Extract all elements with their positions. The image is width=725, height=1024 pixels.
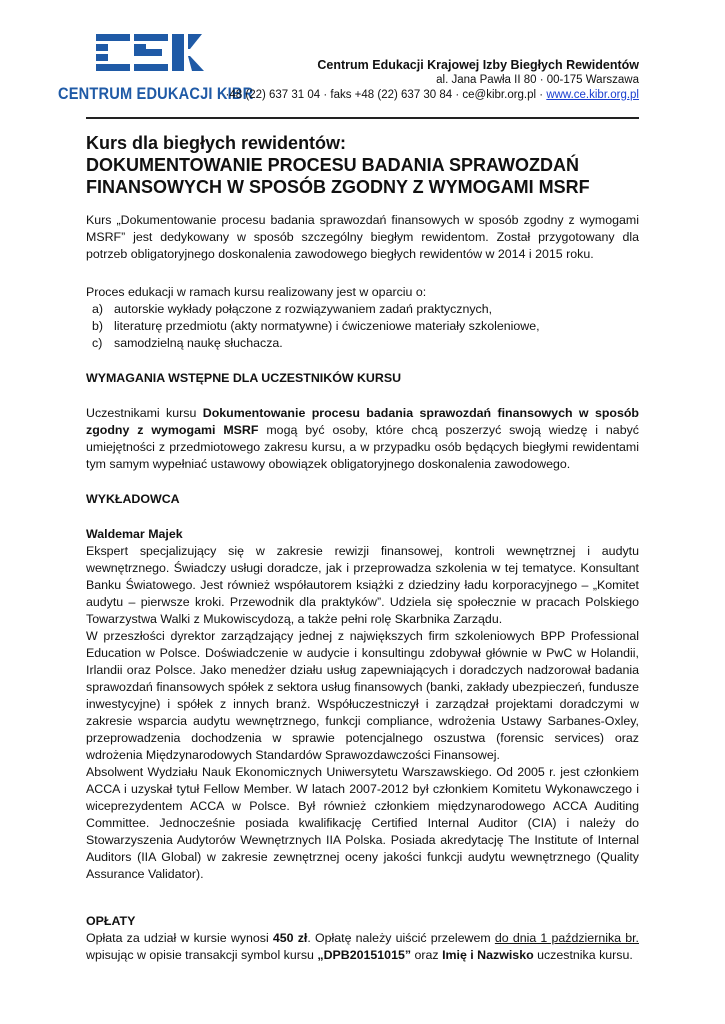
title-line-1: Kurs dla biegłych rewidentów:	[86, 133, 347, 153]
fees-text: oraz	[411, 948, 443, 962]
list-item-text: literaturę przedmiotu (akty normatywne) i ćwiczeniowe materiały szkoleniowe,	[114, 319, 540, 333]
header-divider	[86, 117, 639, 119]
org-name: Centrum Edukacji Krajowej Izby Biegłych Rewidentów	[317, 58, 639, 72]
lecturer-heading: WYKŁADOWCA	[86, 492, 180, 506]
document-body	[86, 132, 639, 964]
list-marker: b)	[92, 319, 104, 333]
cek-logo-icon	[96, 34, 216, 80]
list-marker: a)	[92, 302, 104, 316]
org-contact	[226, 88, 639, 103]
fees-heading: OPŁATY	[86, 914, 136, 928]
logo-text: CENTRUM EDUKACJI KIBR	[58, 84, 254, 103]
lecturer-bio-2: W przeszłości dyrektor zarządzający jednej z największych firm szkoleniowych BPP Professional Education w Polsce. Doświadczenie w audycie i konsultingu zdobywał głównie w PwC w Holandii, Irlandii oraz Polsce. Jako menedżer działu usług zapewniających i doradczych nadzorował badania sprawozdań finansowych spółek z sektora usług finansowych (banki, zakłady ubezpieczeń, fundusze inwestycyjne) i spółek z innych branż. Współuczestniczył i zarządzał projektami doradczymi w zakresie wsparcia audytu wewnętrznego, funkcji compliance, wdrożenia Ustawy Sarbanes-Oxley, przeprowadzenia dochodzenia w sprawie potencjalnego oszustwa (forensic services) oraz wdrożenia Międzynarodowych Standardów Sprawozdawczości Finansowej.	[86, 629, 639, 762]
lecturer-bio-1: Ekspert specjalizujący się w zakresie rewizji finansowej, kontroli wewnętrznej i audytu wewnętrznego. Świadczy usługi doradcze, jak i przeprowadza szkolenia w tej tematyce. Konsultant Banku Światowego. Jest również współautorem książki z dziedziny ładu korporacyjnego – „Komitet audytu – pierwsze kroki. Przewodnik dla praktyków”. Udziela się społecznie w pracach Polskiego Towarzystwa Walki z Mukowiscydozą, a także pełni rolę Skarbnika Zarządu.	[86, 544, 639, 626]
requirements-text: Uczestnikami kursu	[86, 406, 203, 420]
list-marker: c)	[92, 336, 103, 350]
process-list	[86, 301, 639, 352]
fees-text: . Opłatę należy uiścić przelewem	[307, 931, 495, 945]
requirements-paragraph	[86, 405, 639, 473]
course-name-bold: Dokumentowanie procesu badania sprawozdań finansowych w sposób zgodny z wymogami MSRF	[86, 406, 639, 437]
course-symbol: „DPB20151015”	[317, 948, 412, 962]
lecturer-bio-3: Absolwent Wydziału Nauk Ekonomicznych Uniwersytetu Warszawskiego. Od 2005 r. jest członkiem ACCA i uzyskał tytuł Fellow Member. W latach 2007-2012 był członkiem Komitetu Wykonawczego i wiceprezydentem ACCA w Polsce. Był również członkiem międzynarodowego ACCA Auditing Committee. Jednocześnie posiada kwalifikację Certified Internal Auditor (CIA) i należy do Stowarzyszenia Audytorów Wewnętrznych IIA Polska. Posiada akredytację The Institute of Internal Auditors (IIA Global) w zakresie zewnętrznej oceny jakości funkcji audytu wewnętrznego (Quality Assurance Validator).	[86, 765, 639, 881]
website-link[interactable]: www.ce.kibr.org.pl	[546, 89, 639, 101]
payment-deadline: do dnia 1 października br.	[494, 931, 639, 945]
course-title	[86, 132, 639, 198]
title-line-2: DOKUMENTOWANIE PROCESU BADANIA SPRAWOZDAŃ	[86, 155, 580, 175]
fees-text-end: uczestnika kursu.	[533, 948, 633, 962]
requirements-text-end: mogą być osoby, które chcą poszerzyć swoją wiedzę i nabyć umiejętności z przedmiotowego zakresu kursu, a w przypadku osób będących biegłymi rewidentami tym samym wypełniać ustawowy obowiązek obligatoryjnego doskonalenia zawodowego.	[86, 423, 639, 471]
fees-text: wpisując w opisie transakcji symbol kursu	[86, 948, 318, 962]
logo	[58, 34, 254, 104]
fee-amount: 450 zł	[272, 931, 308, 945]
fees-text: Opłata za udział w kursie wynosi	[86, 931, 273, 945]
list-item	[86, 335, 639, 352]
intro-paragraph: Kurs „Dokumentowanie procesu badania sprawozdań finansowych w sposób zgodny z wymogami MSRF” jest dedykowany w sposób szczególny biegłym rewidentom. Został przygotowany dla potrzeb obligatoryjnego doskonalenia zawodowego biegłych rewidentów w 2014 i 2015 roku.	[86, 213, 639, 261]
header-contact-block	[226, 58, 639, 103]
list-item-text: autorskie wykłady połączone z rozwiązywaniem zadań praktycznych,	[114, 302, 493, 316]
org-address: al. Jana Pawła II 80 · 00-175 Warszawa	[436, 74, 639, 86]
letterhead	[0, 0, 725, 120]
process-lead: Proces edukacji w ramach kursu realizowany jest w oparciu o:	[86, 285, 427, 299]
list-item-text: samodzielną naukę słuchacza.	[114, 336, 283, 350]
list-item	[86, 301, 639, 318]
list-item	[86, 318, 639, 335]
contact-details: ·48 (22) 637 31 04 · faks +48 (22) 637 30 84 · ce@kibr.org.pl ·	[225, 89, 547, 101]
lecturer-name: Waldemar Majek	[86, 527, 183, 541]
title-line-3: FINANSOWYCH W SPOSÓB ZGODNY Z WYMOGAMI MSRF	[86, 177, 590, 197]
fees-paragraph	[86, 930, 639, 964]
requirements-heading: WYMAGANIA WSTĘPNE DLA UCZESTNIKÓW KURSU	[86, 371, 402, 385]
name-label: Imię i Nazwisko	[442, 948, 534, 962]
